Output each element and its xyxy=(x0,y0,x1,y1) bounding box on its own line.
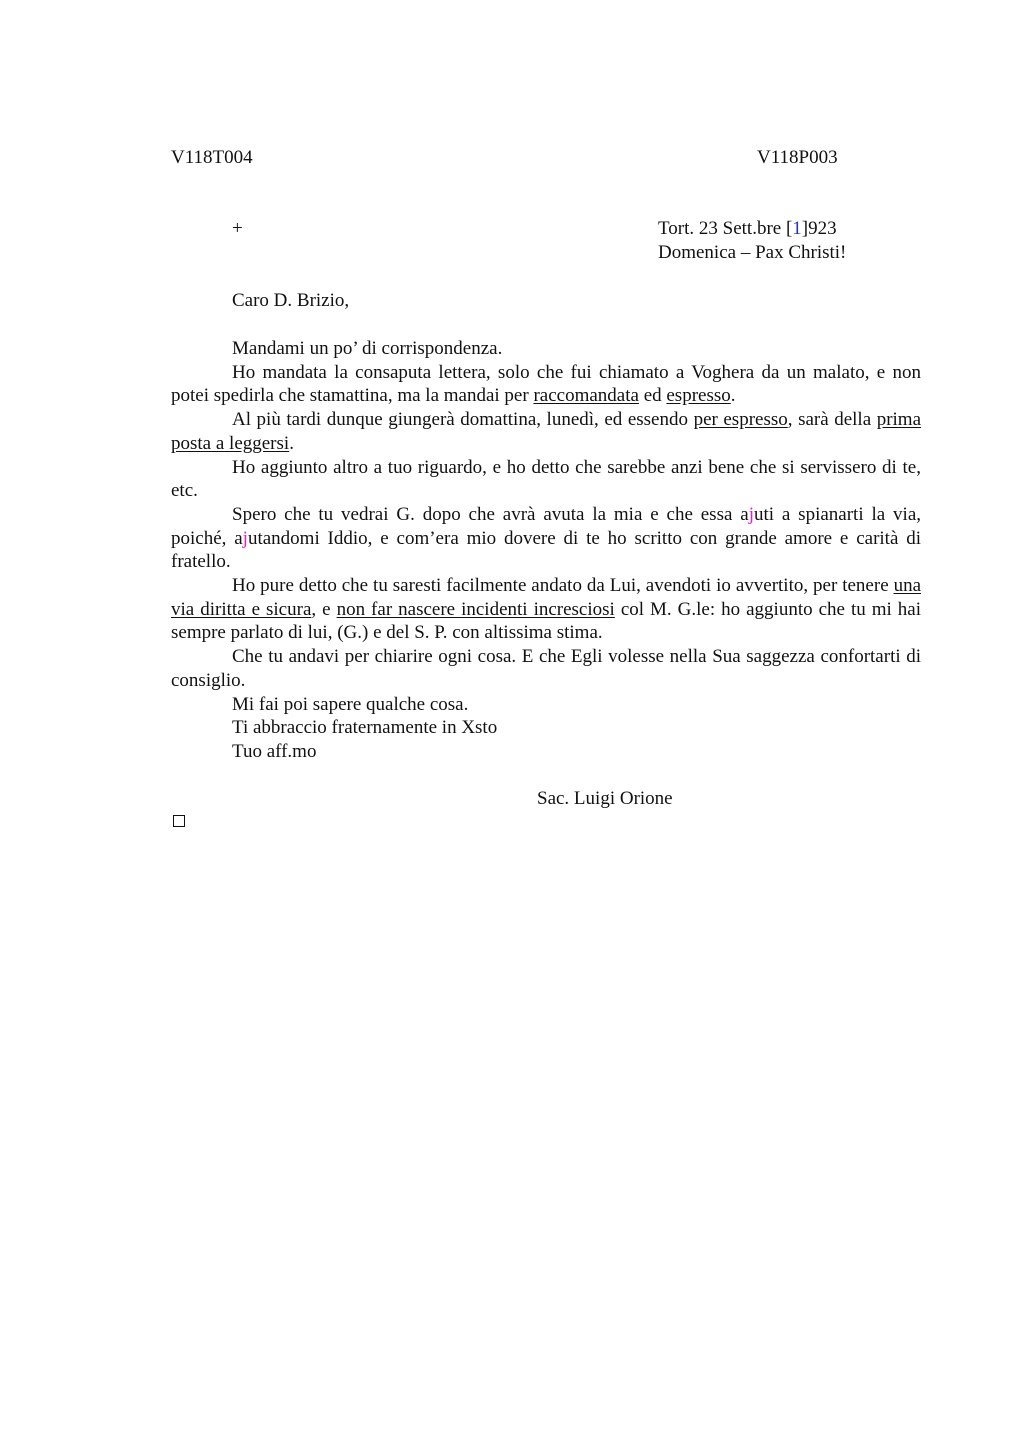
signature: Sac. Luigi Orione xyxy=(537,788,673,809)
paragraph: Ho aggiunto altro a tuo riguardo, e ho detto che sarebbe anzi bene che si servissero di te, etc. xyxy=(171,456,921,502)
cross-symbol: + xyxy=(232,218,243,239)
paragraph: Ho pure detto che tu saresti facilmente andato da Lui, avendoti io avvertito, per tenere una via diritta e sicura, e non far nascere incidenti incresciosi col M. G.le: ho aggiunto che tu mi hai sempre parlato di lui, (G.) e del S. P. con altissima stima. xyxy=(171,575,922,644)
paragraph: Spero che tu vedrai G. dopo che avrà avuta la mia e che essa ajuti a spianarti la via, poiché, ajutandomi Iddio, e com’era mio dovere di te ho scritto con grande amore e carità di fratello. xyxy=(171,503,921,573)
document-code-right: V118P003 xyxy=(757,147,838,168)
paragraph: Al più tardi dunque giungerà domattina, lunedì, ed essendo per espresso, sarà della prima posta a leggersi. xyxy=(171,409,922,454)
end-mark-box xyxy=(173,815,185,827)
paragraph: Mandami un po’ di corrispondenza. xyxy=(232,338,503,359)
paragraph: Mi fai poi sapere qualche cosa. xyxy=(232,693,469,715)
paragraph: Tuo aff.mo xyxy=(232,740,317,762)
paragraph: Che tu andavi per chiarire ogni cosa. E che Egli volesse nella Sua saggezza confortarti di consiglio. xyxy=(171,646,921,691)
paragraph: Ti abbraccio fraternamente in Xsto xyxy=(232,717,498,739)
place-date: Tort. 23 Sett.bre [1]923 xyxy=(658,218,837,239)
paragraph: Ho mandata la consaputa lettera, solo che fui chiamato a Voghera da un malato, e non potei spedirla che stamattina, ma la mandai per raccomandata ed espresso. xyxy=(171,361,921,407)
document-code-left: V118T004 xyxy=(171,147,253,168)
letter-body xyxy=(171,337,921,764)
editorial-bracket-digit: 1 xyxy=(792,218,802,239)
day-greeting: Domenica – Pax Christi! xyxy=(658,242,847,263)
salutation: Caro D. Brizio, xyxy=(232,290,350,311)
